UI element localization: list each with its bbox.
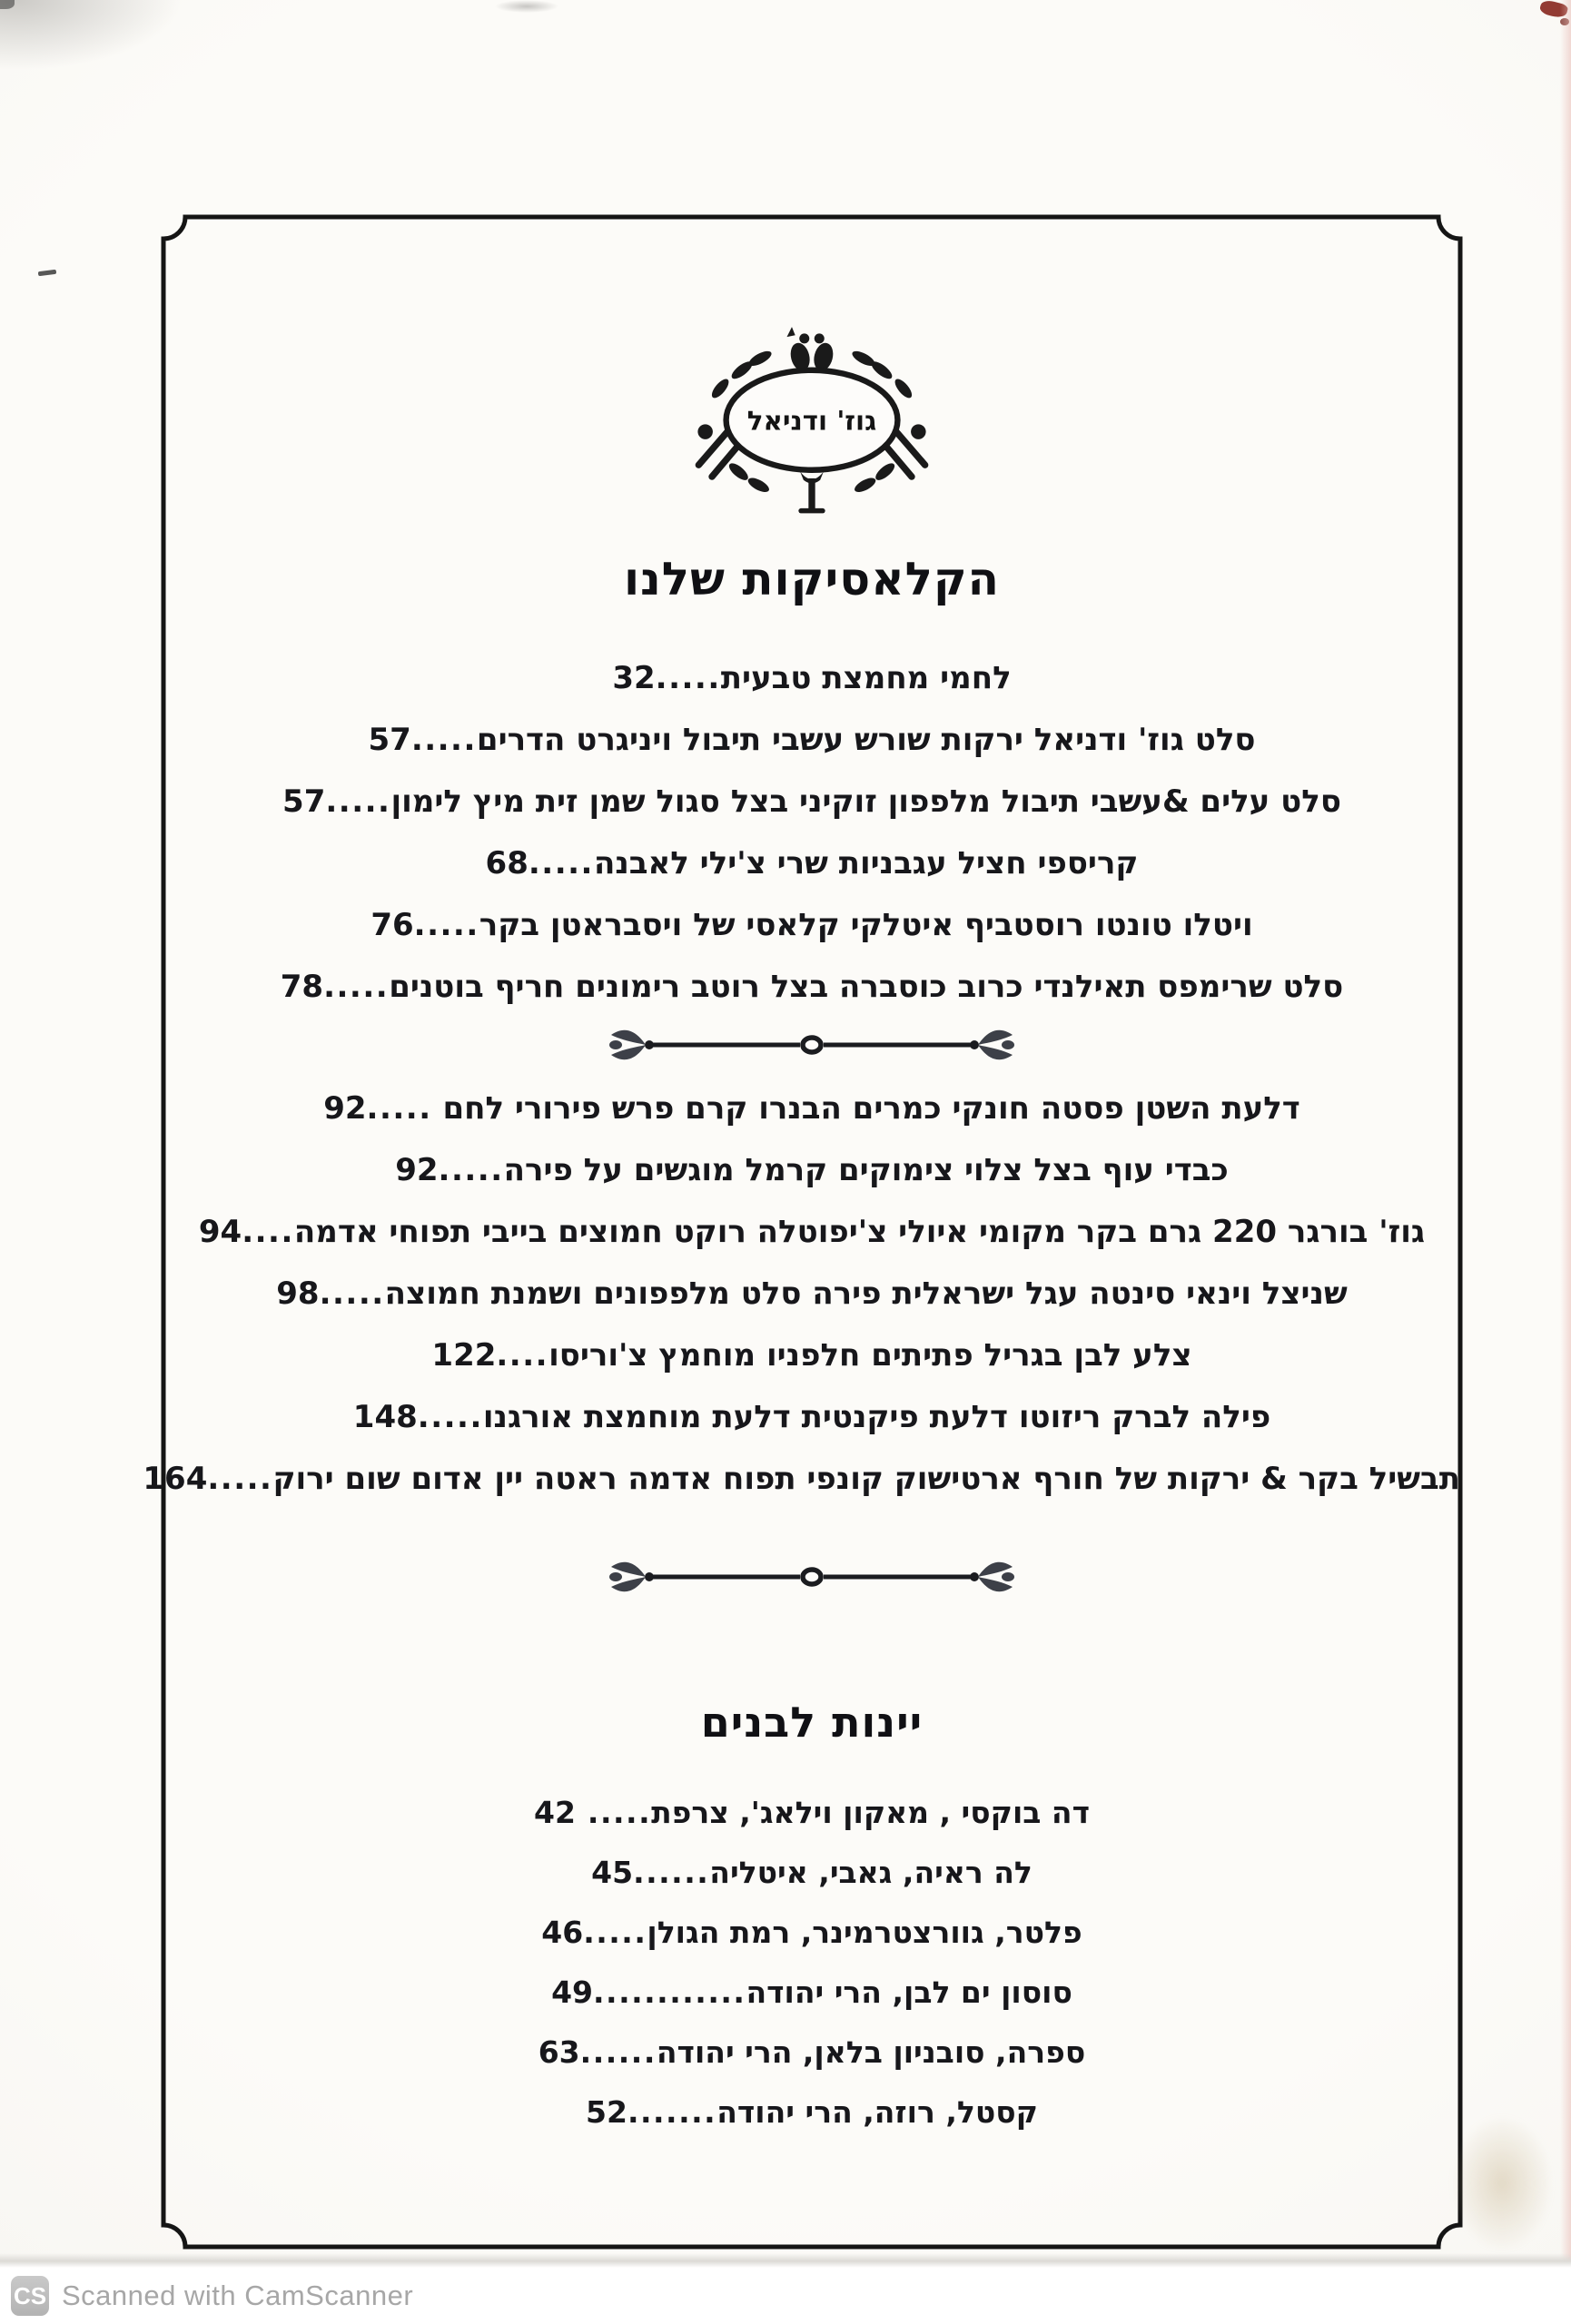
white-wines-list — [163, 1783, 1460, 2142]
menu-item — [163, 1324, 1460, 1386]
menu-item-dots: ..... — [319, 1275, 385, 1312]
wine-item-dots: ..... — [575, 1795, 652, 1830]
menu-item-price: 57 — [282, 783, 326, 820]
menu-item-dots: ..... — [438, 1152, 504, 1188]
wine-item-price: 52 — [586, 2094, 627, 2130]
section-heading-classics: הקלאסיקות שלנו — [623, 553, 1001, 606]
wine-item-dots: ..... — [583, 1915, 647, 1950]
menu-item-price: 148 — [352, 1399, 418, 1435]
wine-item — [163, 2023, 1460, 2083]
menu-item-name: סלט עלים &עשבי תיבול מלפפון זוקיני בצל סגול שמן זית מיץ לימון — [390, 783, 1341, 820]
wine-item-name: ספרה, סובניון בלאן, הרי יהודה — [656, 2034, 1086, 2070]
menu-item-dots: ..... — [655, 660, 721, 696]
menu-item-name: תבשיל בקר & ירקות של חורף ארטישוק קונפי תפוח אדמה ראטה יין אדום שום ירוק — [272, 1461, 1460, 1497]
logo-stem-icon — [798, 472, 825, 514]
menu-item-name: קריספי חציל עגבניות שרי צ'ילי לאבנה — [593, 845, 1139, 881]
wine-item-name: לה ראיה, גאבי, איטליה — [709, 1855, 1033, 1890]
menu-item — [163, 647, 1460, 709]
menu-item-name: שניצל וינאי סינטה עגל ישראלית פירה סלט מלפפונים ושמנת חמוצה — [384, 1275, 1348, 1312]
classics-list-2 — [143, 1078, 1460, 1510]
menu-item-dots: .... — [496, 1337, 549, 1374]
menu-item-dots: .... — [242, 1214, 294, 1250]
wine-item — [163, 1903, 1460, 1963]
wine-item-price: 42 — [534, 1795, 576, 1830]
menu-item-price: 92 — [323, 1090, 367, 1127]
menu-item — [163, 1139, 1460, 1201]
logo-birds-icon — [787, 327, 836, 373]
wine-item-dots: ............ — [593, 1974, 746, 2010]
menu-item-name: גוז' בורגר 220 גרם בקר מקומי איולי צ'יפוטלה רוקט חמוצים בייבי תפוחי אדמה — [293, 1214, 1426, 1250]
menu-item-dots: ..... — [323, 969, 390, 1005]
menu-item-price: 164 — [143, 1461, 208, 1497]
page-edge-shadow — [1560, 0, 1571, 2324]
section-heading-white-wines: יינות לבנים — [700, 1698, 924, 1747]
camscanner-watermark-bar — [0, 2268, 1571, 2324]
scan-stain — [1451, 2115, 1553, 2251]
menu-item-name: כבדי עוף בצל צלוי צימוקים קרמל מוגשים על פירה — [503, 1152, 1229, 1188]
menu-item-price: 122 — [431, 1337, 497, 1374]
menu-item-dots: ..... — [325, 783, 391, 820]
menu-item — [163, 1386, 1460, 1448]
menu-item-name: לחמי מחמצת טבעית — [720, 660, 1012, 696]
menu-item-dots: ..... — [410, 722, 477, 758]
menu-item-name: צלע לבן בגריל פתיתים חלפניו מוחמץ צ'וריסו — [548, 1337, 1192, 1374]
menu-item-name: סלט גוז' ודניאל ירקות שורש עשבי תיבול ויניגרט הדרים — [476, 722, 1256, 758]
wine-item — [163, 1783, 1460, 1843]
menu-item — [163, 832, 1460, 894]
wine-item-name: סוסון ים לבן, הרי יהודה — [746, 1974, 1072, 2010]
scan-artifact — [495, 0, 558, 13]
wine-item — [163, 1963, 1460, 2023]
menu-item — [163, 956, 1460, 1018]
menu-item — [143, 1448, 1460, 1510]
wine-item-dots: ....... — [627, 2094, 717, 2130]
menu-item — [163, 771, 1460, 832]
wine-item-name: דה בוקסי , מאקון וילאג', צרפת — [651, 1795, 1090, 1830]
wine-item-price: 49 — [551, 1974, 593, 2010]
menu-item-price: 76 — [371, 907, 414, 943]
menu-item-dots: ..... — [207, 1461, 273, 1497]
wine-item-dots: ...... — [633, 1855, 710, 1890]
menu-item-dots: ..... — [528, 845, 594, 881]
wine-item-price: 63 — [538, 2034, 580, 2070]
menu-item — [163, 1263, 1460, 1324]
logo-text: גוז' ודניאל — [746, 405, 877, 437]
ornamental-divider-icon — [608, 1025, 1016, 1065]
classics-list-1 — [163, 647, 1460, 1018]
scan-bottom-fade — [0, 2253, 1571, 2268]
menu-item-name: ויטלו טונטו רוסטביף איטלקי קלאסי של ויסבראטן בקר — [479, 907, 1253, 943]
wine-item-name: פלטר, גוורצטרמינר, רמת הגולן — [647, 1915, 1082, 1950]
menu-item-price: 98 — [276, 1275, 320, 1312]
menu-item — [163, 1201, 1460, 1263]
menu-item-price: 78 — [280, 969, 324, 1005]
menu-content — [143, 215, 1460, 2247]
menu-item — [163, 709, 1460, 771]
wine-item-price: 46 — [541, 1915, 584, 1950]
restaurant-logo — [662, 306, 962, 519]
camscanner-badge-icon: CS — [11, 2276, 49, 2316]
menu-item-price: 94 — [198, 1214, 242, 1250]
menu-item-dots: ..... — [417, 1399, 483, 1435]
menu-item-name: דלעת השטן פסטה חונקי כמרים הבנרו קרם פרש פירורי לחם — [431, 1090, 1300, 1127]
menu-item — [163, 1078, 1460, 1139]
menu-item-price: 32 — [612, 660, 656, 696]
menu-item-dots: ..... — [366, 1090, 432, 1127]
wine-item — [163, 2083, 1460, 2142]
menu-item-price: 92 — [395, 1152, 439, 1188]
camscanner-watermark-text: Scanned with CamScanner — [62, 2280, 414, 2311]
wine-item — [163, 1843, 1460, 1903]
wine-item-dots: ...... — [579, 2034, 657, 2070]
menu-item-name: סלט שרימפס תאילנדי כרוב כוסברה בצל רוטב רימונים חריף בוטנים — [389, 969, 1344, 1005]
menu-item-name: פילה לברק ריזוטו דלעת פיקנטית דלעת מוחמצת אורגנו — [482, 1399, 1271, 1435]
ornamental-divider-icon — [608, 1557, 1016, 1597]
menu-item-price: 57 — [368, 722, 411, 758]
menu-item-dots: ..... — [413, 907, 479, 943]
menu-item — [163, 894, 1460, 956]
menu-item-price: 68 — [485, 845, 529, 881]
wine-item-price: 45 — [591, 1855, 634, 1890]
wine-item-name: קסטל, רוזה, הרי יהודה — [716, 2094, 1038, 2130]
